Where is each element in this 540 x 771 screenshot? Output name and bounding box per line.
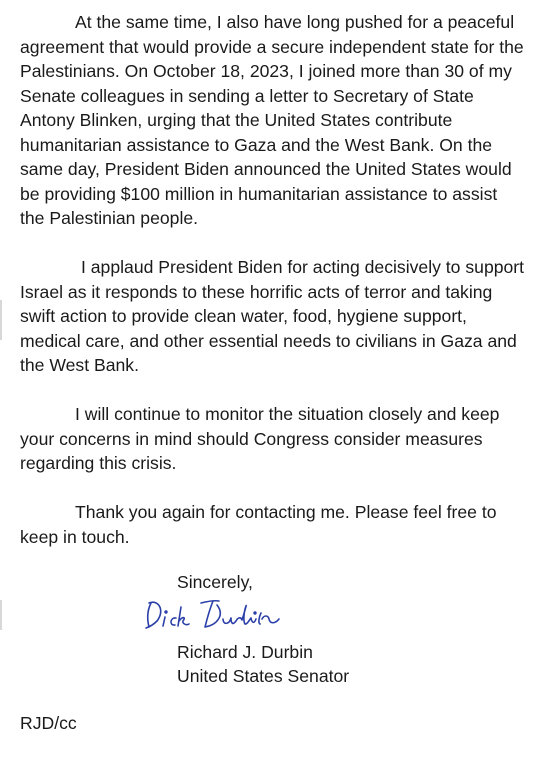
typist-initials: RJD/cc [20,713,77,733]
paragraph-2: I applaud President Biden for acting decisively to support Israel as it responds to these horrific acts of terror and taking swift action to provide clean water, food, hygiene support, medical care, and other essential needs to civilians in Gaza and the West Bank. [20,257,525,375]
letter-body [20,10,525,574]
paragraph-1: At the same time, I also have long pushed for a peaceful agreement that would provide a secure independent state for the Palestinians. On October 18, 2023, I joined more than 30 of my Senate colleagues in sending a letter to Secretary of State Antony Blinken, urging that the United States contribute humanitarian assistance to Gaza and the West Bank. On the same day, President Biden announced the United States would be providing $100 million in humanitarian assistance to assist the Palestinian people. [20,12,524,228]
paragraph-4: Thank you again for contacting me. Please feel free to keep in touch. [20,502,497,547]
closing-salutation: Sincerely, [177,572,253,592]
signer-title: United States Senator [177,666,350,686]
page-edge-mark [0,300,2,340]
signer-name: Richard J. Durbin [177,642,313,662]
paragraph-3: I will continue to monitor the situation closely and keep your concerns in mind should Congress consider measures regarding this crisis. [20,404,500,473]
signature-image [143,597,293,633]
handwritten-signature [143,597,293,633]
page-edge-mark [0,600,2,630]
